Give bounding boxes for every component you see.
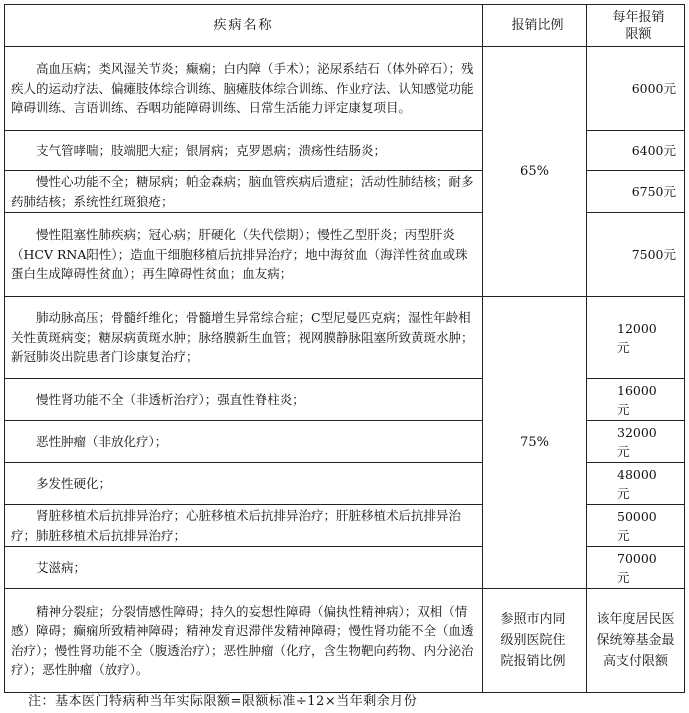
limit-text: 48000元	[617, 466, 657, 501]
limit-text: 50000元	[617, 508, 657, 543]
limit-text: 32000元	[617, 424, 657, 459]
ratio-reference-text: 参照市内同级别医院住院报销比例	[500, 612, 566, 669]
limit-cell	[587, 589, 685, 693]
disease-cell: 精神分裂症；分裂情感性障碍；持久的妄想性障碍（偏执性精神病）；双相（情感）障碍；癫痫所致精神障碍；精神发育迟滞伴发精神障碍；慢性肾功能不全（血透治疗）；慢性肾功能不全（腹透治疗）；恶性肿瘤（化疗，含生物靶向药物、内分泌治疗）；恶性肿瘤（放疗）。	[5, 589, 483, 693]
limit-cell	[587, 421, 685, 463]
table-row	[5, 589, 685, 693]
header-limit-text: 每年报销限额	[612, 9, 665, 42]
reimbursement-table	[4, 4, 685, 693]
disease-cell: 慢性阻塞性肺疾病；冠心病；肝硬化（失代偿期）；慢性乙型肝炎；丙型肝炎（HCV RNA阳性）；造血干细胞移植后抗排异治疗；地中海贫血（海洋性贫血或珠蛋白生成障碍性贫血）；再生障碍性贫血；血友病；	[5, 213, 483, 297]
limit-text: 12000元	[617, 320, 657, 355]
table-row	[5, 297, 685, 379]
ratio-cell-75: 75%	[483, 297, 587, 589]
disease-cell: 肾脏移植术后抗排异治疗；心脏移植术后抗排异治疗；肝脏移植术后抗排异治疗；肺脏移植术后抗排异治疗；	[5, 505, 483, 547]
header-disease: 疾病名称	[5, 5, 483, 47]
limit-cell: 6400元	[587, 131, 685, 171]
limit-text: 该年度居民医保统筹基金最高支付限额	[596, 612, 675, 669]
limit-cell: 6000元	[587, 47, 685, 131]
limit-cell	[587, 297, 685, 379]
disease-cell: 恶性肿瘤（非放化疗）；	[5, 421, 483, 463]
limit-cell: 7500元	[587, 213, 685, 297]
limit-cell: 6750元	[587, 171, 685, 213]
disease-cell: 肺动脉高压；骨髓纤维化；骨髓增生异常综合症；C型尼曼匹克病；湿性年龄相关性黄斑病变；糖尿病黄斑水肿；脉络膜新生血管；视网膜静脉阻塞所致黄斑水肿；新冠肺炎出院患者门诊康复治疗；	[5, 297, 483, 379]
disease-cell: 高血压病；类风湿关节炎；癫痫；白内障（手术）；泌尿系结石（体外碎石）；残疾人的运动疗法、偏瘫肢体综合训练、脑瘫肢体综合训练、作业疗法、认知感觉功能障碍训练、言语训练、吞咽功能障碍训练、日常生活能力评定康复项目。	[5, 47, 483, 131]
disease-cell: 慢性肾功能不全（非透析治疗）；强直性脊柱炎；	[5, 379, 483, 421]
disease-cell: 多发性硬化；	[5, 463, 483, 505]
ratio-cell-reference	[483, 589, 587, 693]
table-header-row	[5, 5, 685, 47]
limit-text: 70000元	[617, 550, 657, 585]
limit-text: 16000元	[617, 382, 657, 417]
header-limit	[587, 5, 685, 47]
header-ratio	[483, 5, 587, 47]
header-ratio-text: 报销比例	[511, 18, 564, 33]
ratio-cell-65: 65%	[483, 47, 587, 297]
footnote: 注：基本医门特病种当年实际限额=限额标准÷12×当年剩余月份	[28, 694, 418, 709]
table-row	[5, 47, 685, 131]
disease-cell: 艾滋病；	[5, 547, 483, 589]
limit-cell	[587, 547, 685, 589]
limit-cell	[587, 379, 685, 421]
limit-cell	[587, 505, 685, 547]
limit-cell	[587, 463, 685, 505]
disease-cell: 慢性心功能不全；糖尿病；帕金森病；脑血管疾病后遗症；活动性肺结核；耐多药肺结核；系统性红斑狼疮；	[5, 171, 483, 213]
disease-cell: 支气管哮喘；肢端肥大症；银屑病；克罗恩病；溃疡性结肠炎；	[5, 131, 483, 171]
